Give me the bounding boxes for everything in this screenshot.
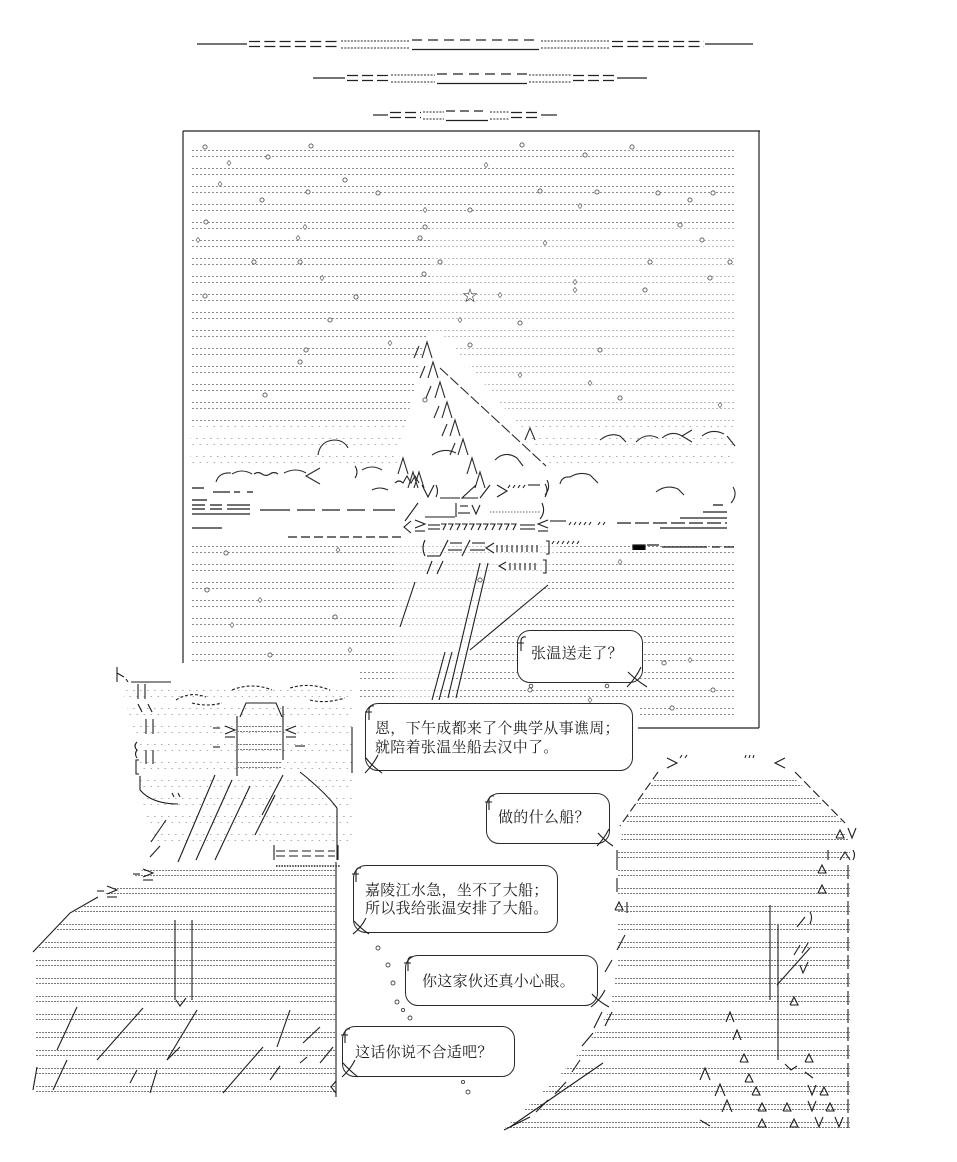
thought-dots bbox=[376, 684, 609, 1094]
dialogue-line: 嘉陵江水急，坐不了大船； bbox=[365, 882, 549, 899]
dialogue-line: 张温送走了？ bbox=[531, 645, 623, 662]
dialogue-line: 恩，下午成都来了个典学从事谯周； bbox=[375, 720, 620, 737]
bubble-tail-icon bbox=[342, 1060, 358, 1077]
bubble-hook-icon bbox=[404, 957, 413, 971]
bubble-hook-icon bbox=[365, 706, 374, 720]
dialogue-line: 这话你说不合适吧？ bbox=[355, 1044, 493, 1061]
bubble-hook-icon bbox=[352, 868, 361, 882]
bubble-tail-icon bbox=[353, 918, 369, 934]
star-icon: ☆ bbox=[461, 285, 479, 307]
bubble-hook-icon bbox=[517, 637, 526, 651]
dialogue-line: 做的什么船？ bbox=[498, 809, 590, 826]
dialogue-line: 就陪着张温坐船去汉中了。 bbox=[375, 739, 559, 756]
bubble-hook-icon bbox=[485, 796, 494, 810]
dialogue-line: 你这家伙还真小心眼。 bbox=[422, 973, 576, 990]
bubble-tail-icon bbox=[627, 667, 647, 687]
bubble-tail-icon bbox=[365, 755, 382, 773]
bubble-tail-icon bbox=[591, 990, 609, 1007]
bubble-tail-icon bbox=[597, 829, 613, 846]
bubble-hook-icon bbox=[341, 1029, 350, 1043]
dialogue-line: 所以我给张温安排了大船。 bbox=[365, 900, 549, 917]
